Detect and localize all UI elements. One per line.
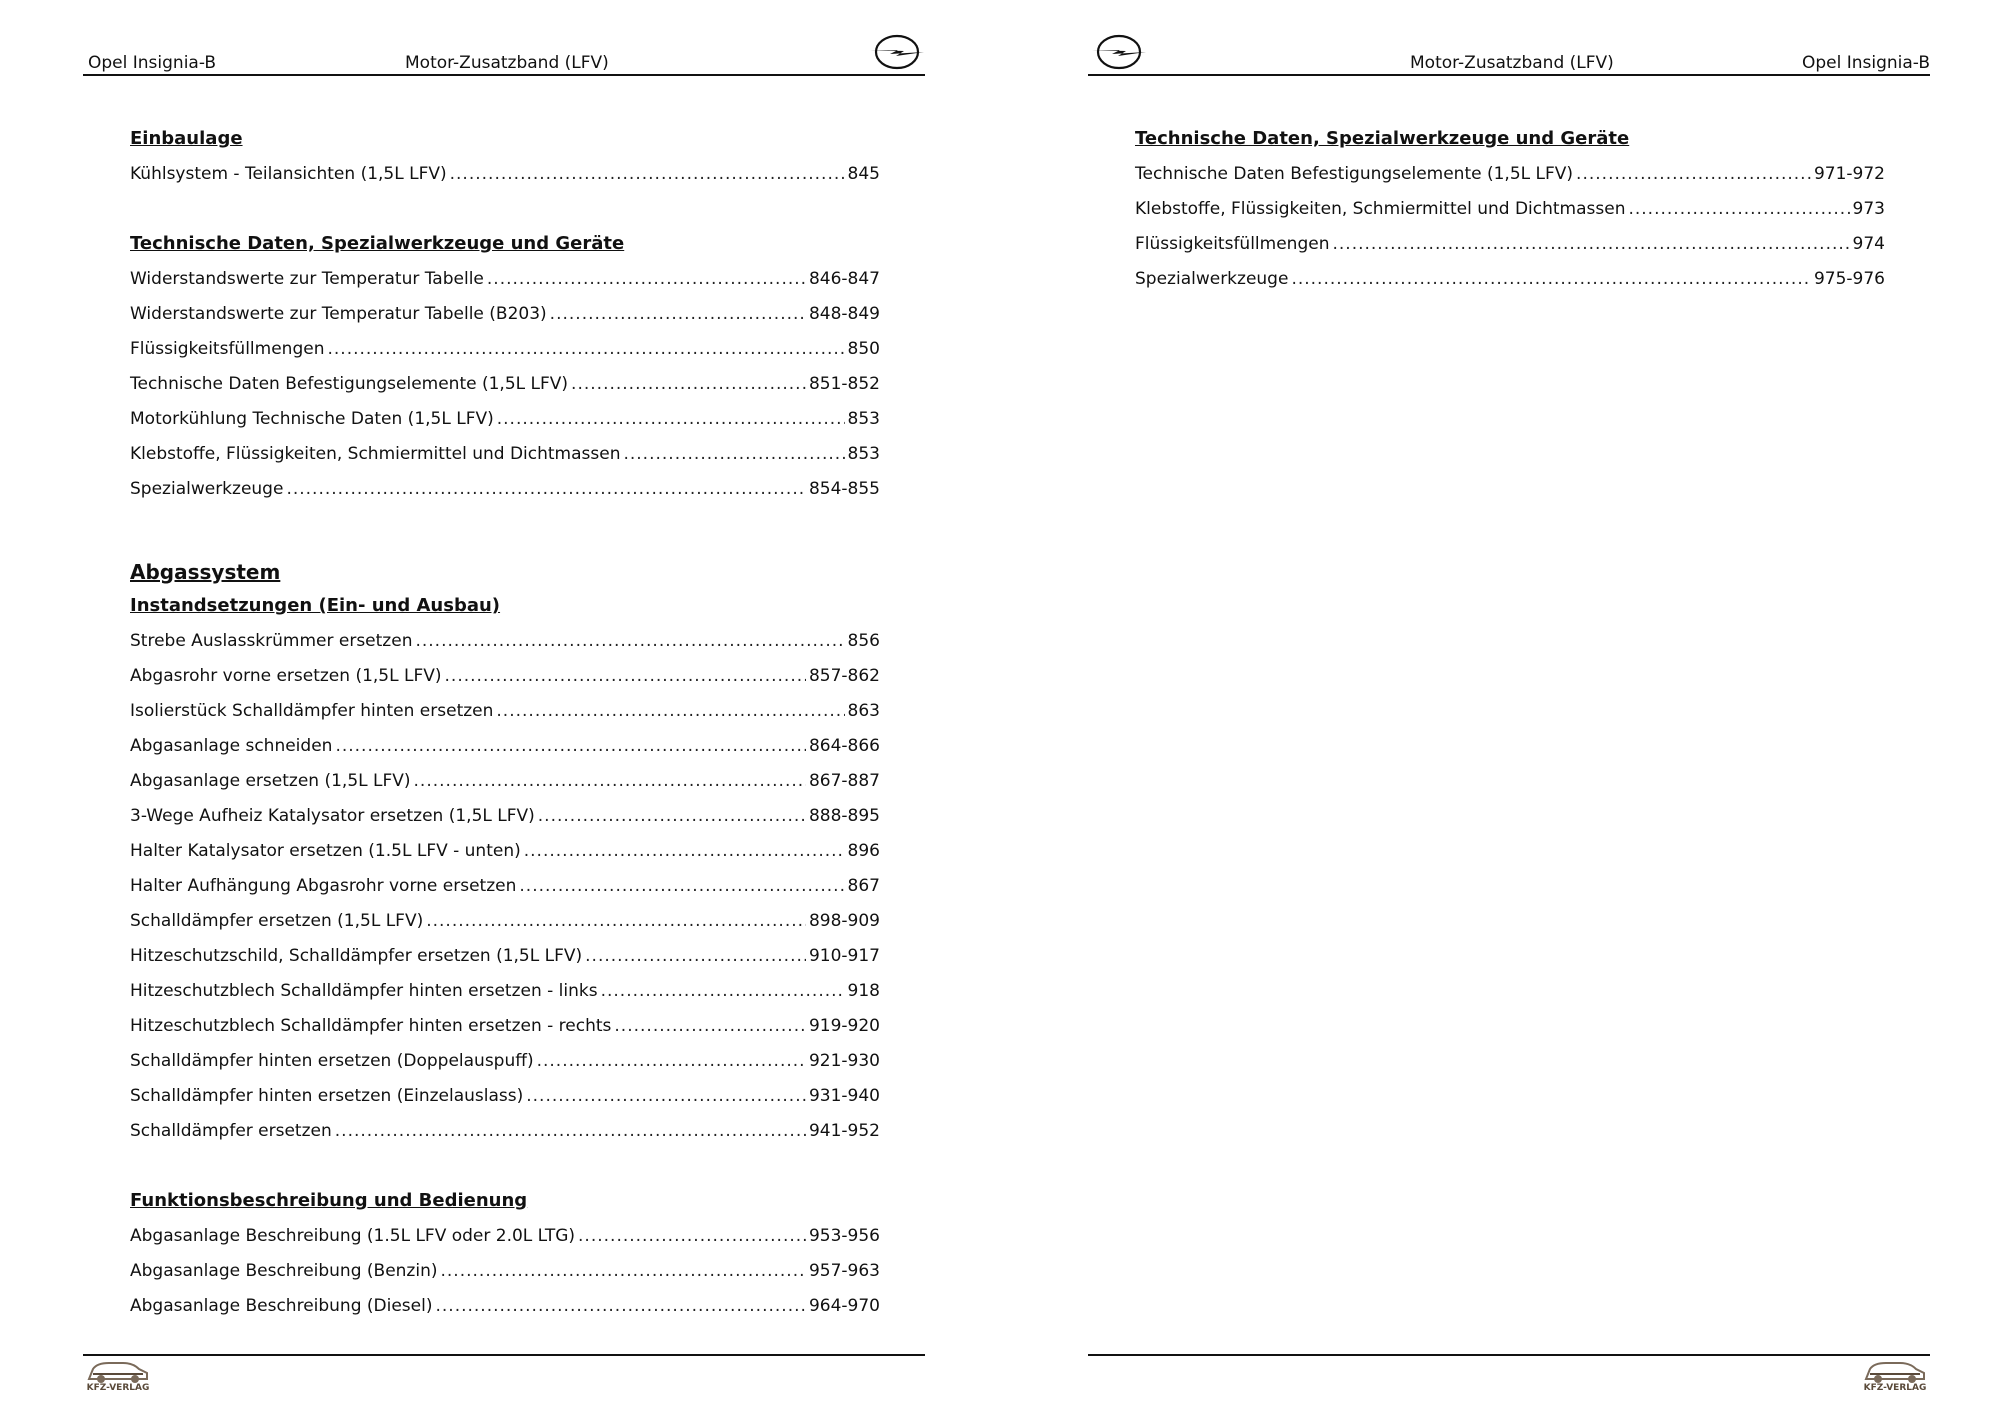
leader-dots [550, 303, 806, 325]
toc-entry[interactable] [130, 373, 880, 408]
footer-logo-text: KFZ-VERLAG [86, 1383, 150, 1393]
entry-title: Technische Daten Befestigungselemente (1,5L LFV) [130, 374, 569, 394]
leader-dots [1332, 233, 1849, 255]
entry-title: Schalldämpfer hinten ersetzen (Einzelauslass) [130, 1086, 524, 1106]
leader-dots [441, 1260, 806, 1282]
leader-dots [445, 665, 806, 687]
section-title: Technische Daten, Spezialwerkzeuge und Geräte [130, 233, 625, 254]
entry-page: 957-963 [808, 1261, 880, 1281]
toc-entry[interactable] [1135, 163, 1885, 198]
leader-dots [414, 770, 806, 792]
entry-title: Klebstoffe, Flüssigkeiten, Schmiermittel und Dichtmassen [130, 444, 621, 464]
leader-dots [335, 1120, 806, 1142]
leader-dots [571, 373, 806, 395]
entry-title: Abgasrohr vorne ersetzen (1,5L LFV) [130, 666, 442, 686]
toc-entry[interactable] [130, 1050, 880, 1085]
entry-page: 845 [847, 164, 880, 184]
toc-entry[interactable] [130, 875, 880, 910]
entry-page: 931-940 [808, 1086, 880, 1106]
leader-dots [286, 478, 806, 500]
leader-dots [537, 1050, 806, 1072]
toc-entry[interactable] [130, 805, 880, 840]
toc-content [1135, 128, 1885, 303]
footer-rule [1088, 1354, 1930, 1356]
section-title: Instandsetzungen (Ein- und Ausbau) [130, 595, 501, 616]
leader-dots [327, 338, 844, 360]
entry-page: 846-847 [808, 269, 880, 289]
header-brand: Opel Insignia-B [88, 53, 217, 73]
toc-entry[interactable] [1135, 268, 1885, 303]
entry-page: 973 [1852, 199, 1885, 219]
entry-title: Widerstandswerte zur Temperatur Tabelle (B203) [130, 304, 547, 324]
entry-title: Abgasanlage schneiden [130, 736, 333, 756]
leader-dots [585, 945, 806, 967]
toc-entry[interactable] [130, 630, 880, 665]
entry-title: Halter Aufhängung Abgasrohr vorne ersetzen [130, 876, 517, 896]
toc-entry[interactable] [130, 1085, 880, 1120]
leader-dots [578, 1225, 806, 1247]
entry-page: 857-862 [808, 666, 880, 686]
entry-title: Schalldämpfer ersetzen [130, 1121, 332, 1141]
entry-page: 921-930 [808, 1051, 880, 1071]
entry-page: 863 [847, 701, 880, 721]
right-page [1000, 0, 2000, 1413]
entry-title: Abgasanlage Beschreibung (Benzin) [130, 1261, 438, 1281]
toc-entry[interactable] [130, 665, 880, 700]
leader-dots [623, 443, 844, 465]
entry-page: 853 [847, 409, 880, 429]
entry-page: 974 [1852, 234, 1885, 254]
kfz-verlag-logo [83, 1357, 153, 1397]
leader-dots [519, 875, 844, 897]
leader-dots [415, 630, 844, 652]
opel-blitz-icon [870, 34, 924, 70]
leader-dots [497, 408, 845, 430]
leader-dots [614, 1015, 806, 1037]
entry-title: Spezialwerkzeuge [130, 479, 284, 499]
entry-title: Widerstandswerte zur Temperatur Tabelle [130, 269, 484, 289]
entry-title: Schalldämpfer ersetzen (1,5L LFV) [130, 911, 424, 931]
entry-page: 848-849 [808, 304, 880, 324]
entry-page: 941-952 [808, 1121, 880, 1141]
entry-page: 853 [847, 444, 880, 464]
toc-entry[interactable] [130, 303, 880, 338]
toc-entry[interactable] [130, 980, 880, 1015]
page-header [1088, 36, 1930, 76]
entry-page: 864-866 [808, 736, 880, 756]
entry-page: 854-855 [808, 479, 880, 499]
entry-title: Klebstoffe, Flüssigkeiten, Schmiermittel und Dichtmassen [1135, 199, 1626, 219]
kfz-verlag-logo [1860, 1357, 1930, 1397]
entry-title: Motorkühlung Technische Daten (1,5L LFV) [130, 409, 494, 429]
entry-page: 850 [847, 339, 880, 359]
header-brand: Opel Insignia-B [1801, 53, 1930, 73]
section-title: Technische Daten, Spezialwerkzeuge und Geräte [1135, 128, 1630, 149]
footer-logo-text: KFZ-VERLAG [1863, 1383, 1927, 1393]
toc-entry[interactable] [130, 700, 880, 735]
entry-title: Abgasanlage ersetzen (1,5L LFV) [130, 771, 411, 791]
entry-title: Spezialwerkzeuge [1135, 269, 1289, 289]
entry-title: Isolierstück Schalldämpfer hinten ersetzen [130, 701, 494, 721]
toc-entry[interactable] [130, 770, 880, 805]
leader-dots [1628, 198, 1849, 220]
toc-entry[interactable] [130, 910, 880, 945]
toc-entry[interactable] [1135, 233, 1885, 268]
entry-title: Abgasanlage Beschreibung (1.5L LFV oder 2.0L LTG) [130, 1226, 576, 1246]
toc-entry[interactable] [130, 1015, 880, 1050]
leader-dots [524, 840, 845, 862]
major-section-title: Abgassystem [130, 560, 281, 584]
leader-dots [496, 700, 844, 722]
leader-dots [526, 1085, 806, 1107]
entry-title: Abgasanlage Beschreibung (Diesel) [130, 1296, 433, 1316]
entry-page: 971-972 [1813, 164, 1885, 184]
entry-title: Hitzeschutzblech Schalldämpfer hinten ersetzen - rechts [130, 1016, 612, 1036]
toc-entry[interactable] [1135, 198, 1885, 233]
leader-dots [487, 268, 806, 290]
toc-content [130, 128, 880, 1330]
toc-entry[interactable] [130, 1225, 880, 1260]
leader-dots [450, 163, 845, 185]
entry-page: 856 [847, 631, 880, 651]
entry-title: Kühlsystem - Teilansichten (1,5L LFV) [130, 164, 447, 184]
leader-dots [426, 910, 806, 932]
toc-entry[interactable] [130, 338, 880, 373]
entry-page: 867-887 [808, 771, 880, 791]
entry-title: Flüssigkeitsfüllmengen [130, 339, 325, 359]
entry-title: 3-Wege Aufheiz Katalysator ersetzen (1,5L LFV) [130, 806, 535, 826]
leader-dots [1291, 268, 1811, 290]
entry-title: Technische Daten Befestigungselemente (1,5L LFV) [1135, 164, 1574, 184]
toc-entry[interactable] [130, 408, 880, 443]
toc-entry[interactable] [130, 478, 880, 513]
entry-page: 975-976 [1813, 269, 1885, 289]
toc-entry[interactable] [130, 840, 880, 875]
entry-page: 898-909 [808, 911, 880, 931]
entry-page: 896 [847, 841, 880, 861]
leader-dots [1576, 163, 1811, 185]
opel-blitz-icon [1092, 34, 1146, 70]
entry-title: Schalldämpfer hinten ersetzen (Doppelauspuff) [130, 1051, 534, 1071]
entry-title: Hitzeschutzschild, Schalldämpfer ersetzen (1,5L LFV) [130, 946, 583, 966]
leader-dots [601, 980, 845, 1002]
toc-entry[interactable] [130, 945, 880, 980]
entry-title: Halter Katalysator ersetzen (1.5L LFV - unten) [130, 841, 521, 861]
car-wrench-icon [1860, 1357, 1930, 1385]
entry-page: 919-920 [808, 1016, 880, 1036]
toc-entry[interactable] [130, 1260, 880, 1295]
header-title: Motor-Zusatzband (LFV) [1410, 53, 1614, 73]
entry-page: 918 [847, 981, 880, 1001]
leader-dots [435, 1295, 805, 1317]
car-wrench-icon [83, 1357, 153, 1385]
entry-page: 888-895 [808, 806, 880, 826]
entry-page: 910-917 [808, 946, 880, 966]
leader-dots [538, 805, 806, 827]
section-title: Einbaulage [130, 128, 243, 149]
entry-page: 953-956 [808, 1226, 880, 1246]
entry-page: 851-852 [808, 374, 880, 394]
section-title: Funktionsbeschreibung und Bedienung [130, 1190, 528, 1211]
header-title: Motor-Zusatzband (LFV) [405, 53, 609, 73]
leader-dots [335, 735, 806, 757]
toc-entry[interactable] [130, 443, 880, 478]
entry-page: 964-970 [808, 1296, 880, 1316]
toc-entry[interactable] [130, 1120, 880, 1155]
toc-entry[interactable] [130, 268, 880, 303]
toc-entry[interactable] [130, 163, 880, 198]
page-header [83, 36, 925, 76]
toc-entry[interactable] [130, 1295, 880, 1330]
footer-rule [83, 1354, 925, 1356]
entry-title: Flüssigkeitsfüllmengen [1135, 234, 1330, 254]
entry-title: Hitzeschutzblech Schalldämpfer hinten ersetzen - links [130, 981, 598, 1001]
entry-page: 867 [847, 876, 880, 896]
entry-title: Strebe Auslasskrümmer ersetzen [130, 631, 413, 651]
toc-entry[interactable] [130, 735, 880, 770]
